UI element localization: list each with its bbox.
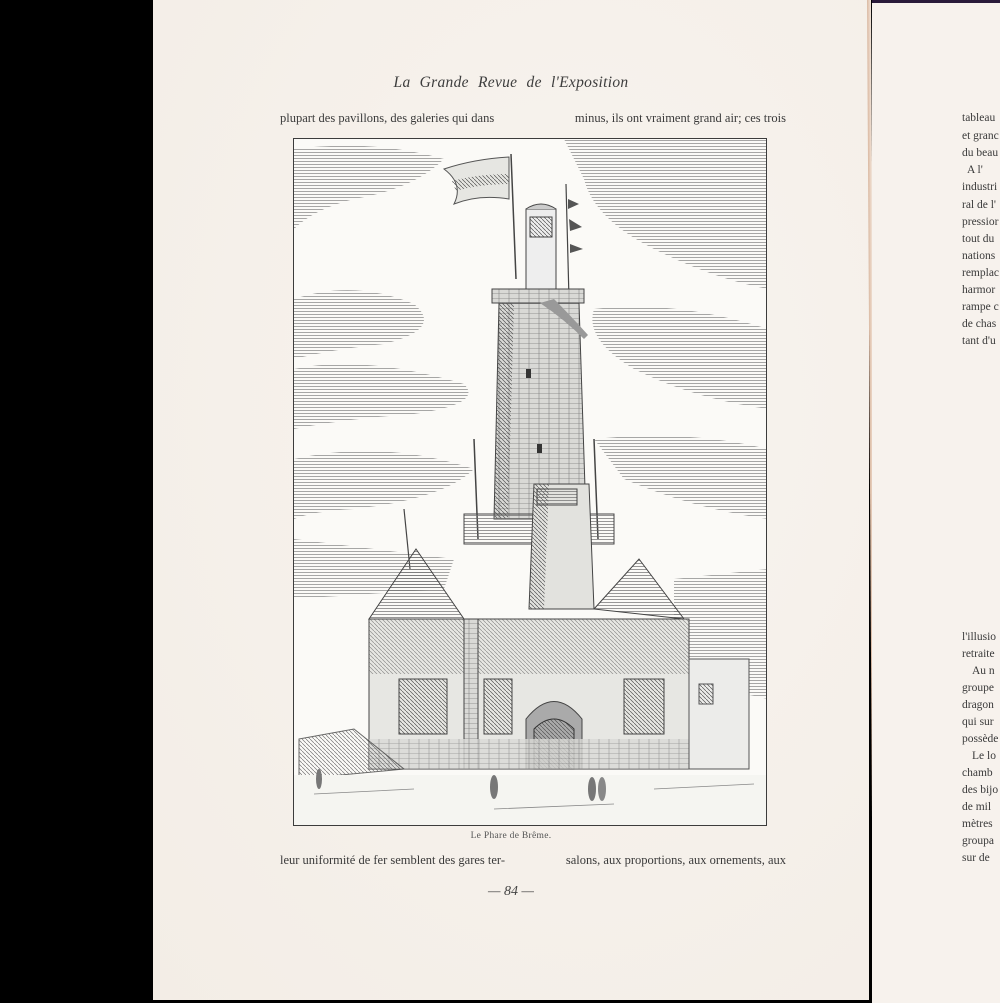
right-page [872, 0, 1000, 1003]
right-text-line: tout du [962, 233, 995, 245]
right-text-line: rampe c [962, 301, 999, 313]
right-text-line: du beau [962, 147, 999, 159]
bottom-text-line [280, 853, 786, 868]
lighthouse-illustration [293, 138, 767, 826]
right-text-line: possède [962, 733, 999, 745]
engraving-drawing [294, 139, 767, 826]
right-text-line: et granc [962, 130, 999, 142]
top-line-column-1: plupart des pavillons, des galeries qui dans [280, 111, 495, 125]
right-text-line: de chas [962, 318, 997, 330]
left-page [153, 0, 869, 1000]
right-text-line: ral de l' [962, 199, 997, 211]
bottom-line-column-2: salons, aux proportions, aux ornements, aux [565, 853, 786, 867]
illustration-caption: Le Phare de Brême. [470, 831, 552, 841]
right-text-line: tant d'u [962, 335, 996, 347]
right-text-line: tableau [962, 112, 996, 124]
right-text-line: groupe [962, 682, 994, 694]
pavilion-building [299, 484, 749, 779]
top-line-column-2: minus, ils ont vraiment grand air; ces trois [574, 111, 786, 125]
right-text-line: sur de [962, 852, 990, 864]
right-text-line: retraite [962, 648, 995, 660]
right-text-line: chamb [962, 767, 993, 779]
page-number: — 84 — [488, 884, 534, 899]
right-text-line: qui sur [962, 716, 994, 728]
right-text-line: dragon [962, 699, 994, 711]
right-text-line: de mil [962, 801, 992, 813]
right-text-line: remplac [962, 267, 1000, 279]
right-text-line: l'illusio [962, 631, 997, 643]
right-text-line: mètres [962, 818, 993, 830]
right-text-line: groupa [962, 835, 994, 847]
right-text-line: A l' [967, 164, 983, 176]
right-text-line: pressior [962, 216, 999, 228]
flag [444, 154, 583, 299]
top-text-line [280, 111, 786, 126]
running-head: La Grande Revue de l'Exposition [393, 74, 629, 91]
right-text-line: industri [962, 181, 998, 193]
ground [294, 769, 767, 826]
right-text-line: Au n [972, 665, 995, 677]
right-text-line: nations [962, 250, 996, 262]
bottom-line-column-1: leur uniformité de fer semblent des gares ter- [280, 853, 506, 867]
right-text-line: des bijo [962, 784, 999, 796]
right-text-line: Le lo [972, 750, 996, 762]
right-text-line: harmor [962, 284, 996, 296]
